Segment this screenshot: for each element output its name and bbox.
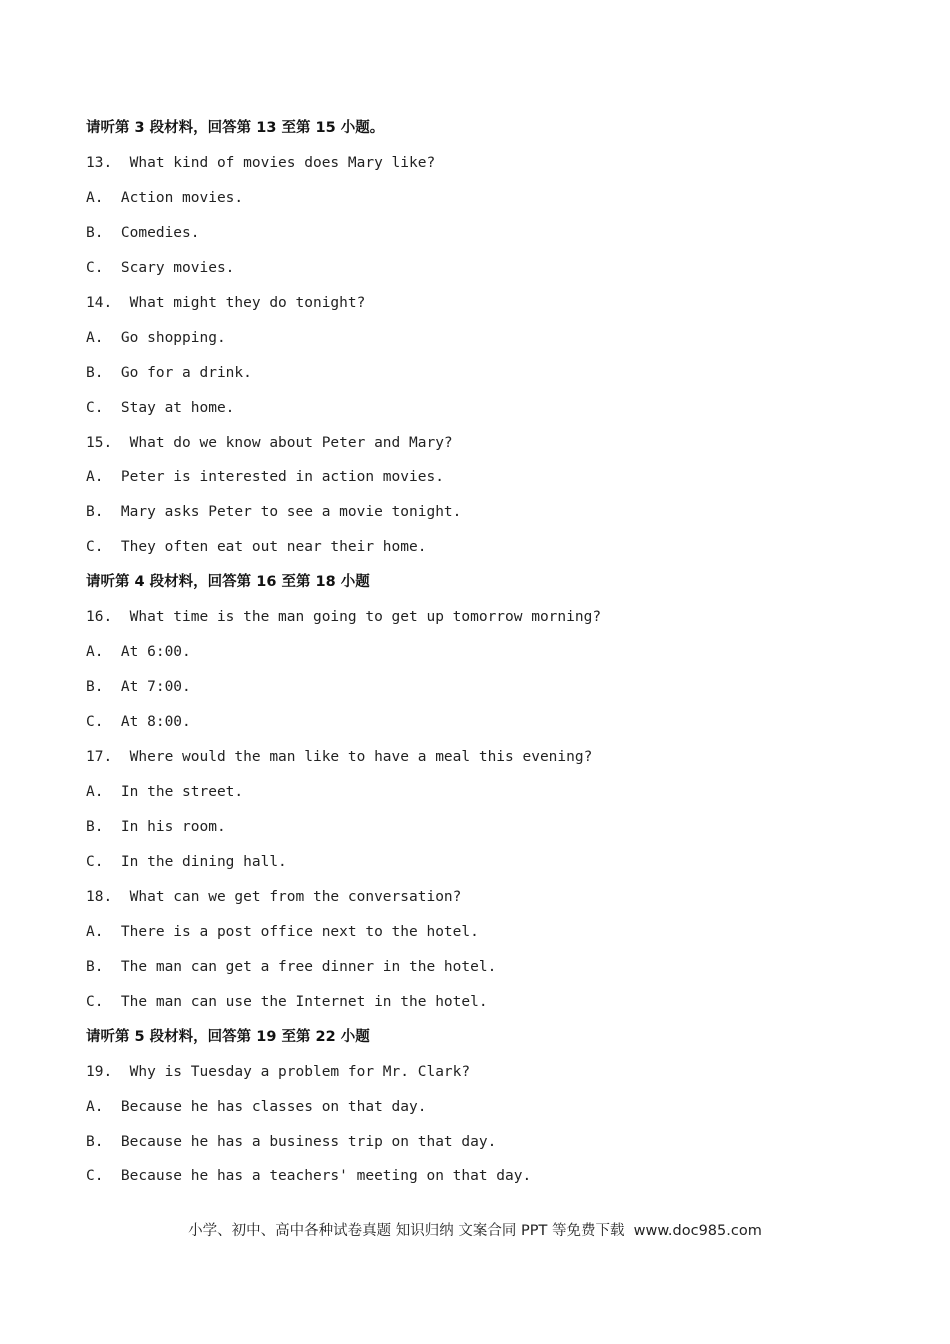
- answer-option: C. The man can use the Internet in the hotel.: [86, 994, 488, 1010]
- answer-option: C. At 8:00.: [86, 714, 191, 730]
- answer-option: C. Stay at home.: [86, 400, 235, 416]
- answer-option: B. Go for a drink.: [86, 365, 252, 381]
- section-heading: 请听第 3 段材料，回答第 13 至第 15 小题。: [86, 120, 385, 136]
- answer-option: A. Peter is interested in action movies.: [86, 469, 444, 485]
- question-stem: 16. What time is the man going to get up tomorrow morning?: [86, 609, 602, 625]
- question-stem: 19. Why is Tuesday a problem for Mr. Clark?: [86, 1064, 471, 1080]
- answer-option: C. Because he has a teachers' meeting on that day.: [86, 1168, 532, 1184]
- question-stem: 13. What kind of movies does Mary like?: [86, 155, 436, 171]
- answer-option: B. The man can get a free dinner in the hotel.: [86, 959, 497, 975]
- answer-option: B. At 7:00.: [86, 679, 191, 695]
- question-stem: 15. What do we know about Peter and Mary?: [86, 435, 453, 451]
- section-heading: 请听第 5 段材料，回答第 19 至第 22 小题: [86, 1029, 370, 1045]
- answer-option: C. They often eat out near their home.: [86, 539, 427, 555]
- answer-option: A. Go shopping.: [86, 330, 226, 346]
- answer-option: C. Scary movies.: [86, 260, 235, 276]
- answer-option: A. Action movies.: [86, 190, 244, 206]
- answer-option: C. In the dining hall.: [86, 854, 287, 870]
- section-heading: 请听第 4 段材料，回答第 16 至第 18 小题: [86, 574, 370, 590]
- page-footer: 小学、初中、高中各种试卷真题 知识归纳 文案合同 PPT 等免费下载 www.doc985.com: [188, 1223, 762, 1239]
- question-stem: 14. What might they do tonight?: [86, 295, 366, 311]
- answer-option: B. Mary asks Peter to see a movie tonight.: [86, 504, 462, 520]
- question-stem: 17. Where would the man like to have a meal this evening?: [86, 749, 593, 765]
- answer-option: B. Because he has a business trip on that day.: [86, 1134, 497, 1150]
- answer-option: A. In the street.: [86, 784, 244, 800]
- answer-option: B. Comedies.: [86, 225, 200, 241]
- answer-option: A. Because he has classes on that day.: [86, 1099, 427, 1115]
- question-stem: 18. What can we get from the conversation?: [86, 889, 462, 905]
- answer-option: A. At 6:00.: [86, 644, 191, 660]
- answer-option: A. There is a post office next to the hotel.: [86, 924, 479, 940]
- answer-option: B. In his room.: [86, 819, 226, 835]
